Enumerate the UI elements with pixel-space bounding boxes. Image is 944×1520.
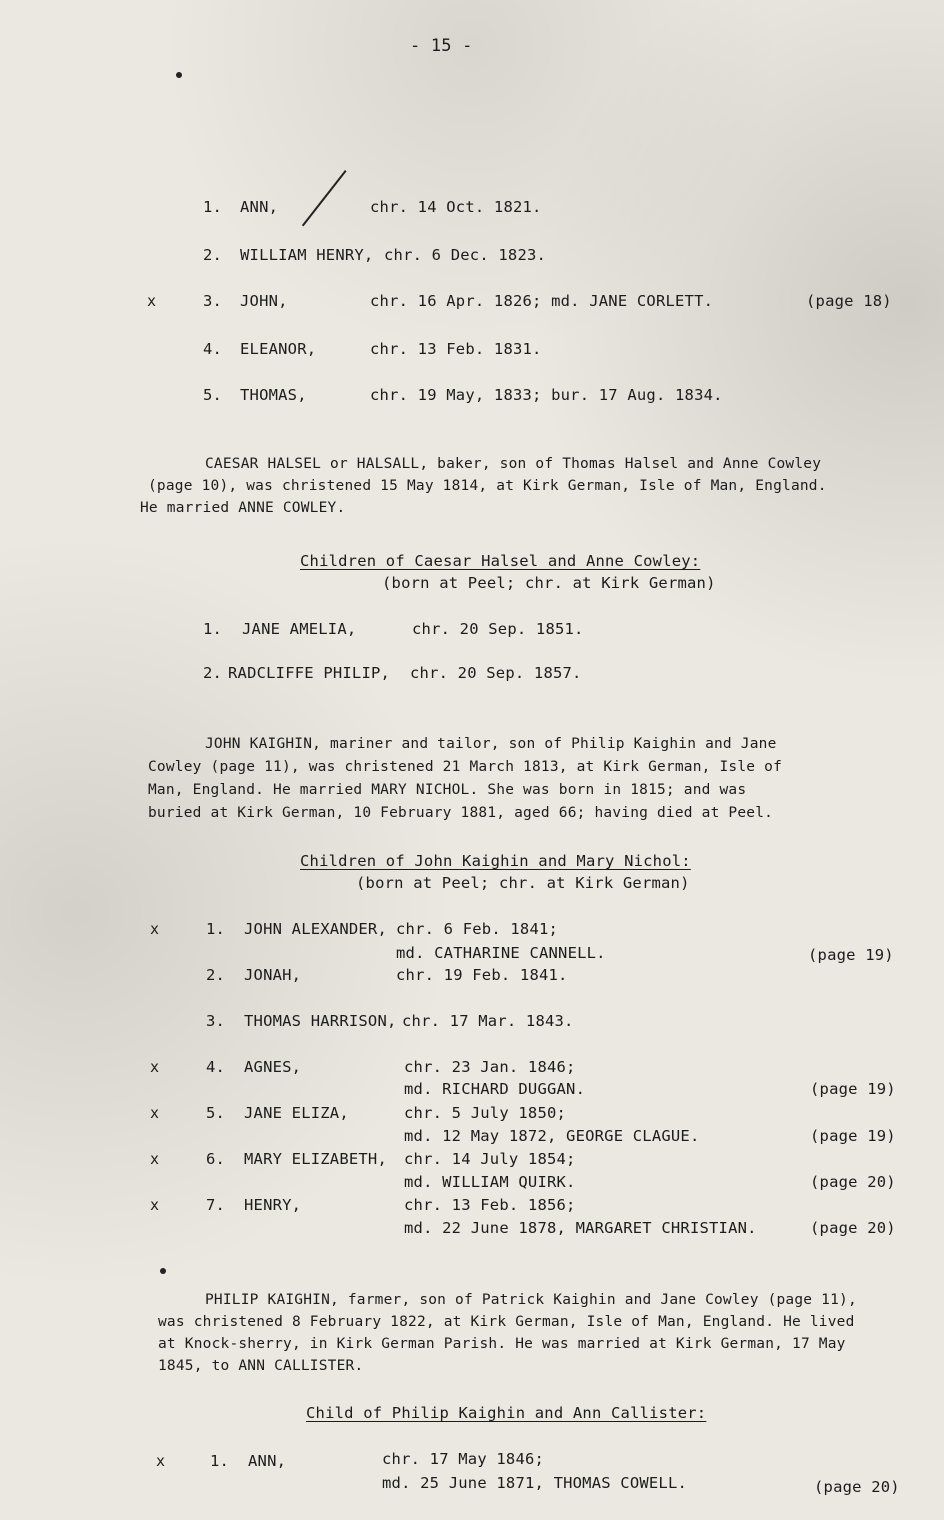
list-item-num: 5. xyxy=(203,386,223,404)
list-item-name: HENRY, xyxy=(244,1196,302,1214)
list-item-num: 1. xyxy=(206,920,226,938)
list-item-name: WILLIAM HENRY, xyxy=(240,246,374,264)
page-reference: (page 19) xyxy=(810,1127,896,1145)
list-item-detail: md. 22 June 1878, MARGARET CHRISTIAN. xyxy=(404,1219,757,1237)
list-item-detail: chr. 13 Feb. 1856; xyxy=(404,1196,576,1214)
paragraph-line: at Knock-sherry, in Kirk German Parish. He was married at Kirk German, 17 May xyxy=(158,1336,846,1352)
section-heading: Children of John Kaighin and Mary Nichol: xyxy=(300,852,691,870)
list-item-num: 2. xyxy=(206,966,226,984)
section-subheading: (born at Peel; chr. at Kirk German) xyxy=(356,874,690,892)
list-item-detail: md. 12 May 1872, GEORGE CLAGUE. xyxy=(404,1127,700,1145)
list-item-num: 3. xyxy=(203,292,223,310)
list-item-num: 1. xyxy=(210,1452,230,1470)
list-item-name: JOHN ALEXANDER, xyxy=(244,920,387,938)
list-item-detail: chr. 19 Feb. 1841. xyxy=(396,966,568,984)
paragraph-line: 1845, to ANN CALLISTER. xyxy=(158,1358,364,1374)
list-item-name: JONAH, xyxy=(244,966,302,984)
list-item-detail: chr. 16 Apr. 1826; md. JANE CORLETT. xyxy=(370,292,714,310)
list-item-detail: chr. 17 May 1846; xyxy=(382,1450,545,1468)
list-item-detail: md. RICHARD DUGGAN. xyxy=(404,1080,586,1098)
list-item-name: THOMAS HARRISON, xyxy=(244,1012,397,1030)
paragraph-line: JOHN KAIGHIN, mariner and tailor, son of Philip Kaighin and Jane xyxy=(205,736,777,752)
paragraph-line: CAESAR HALSEL or HALSALL, baker, son of Thomas Halsel and Anne Cowley xyxy=(205,456,822,472)
list-item-detail: chr. 23 Jan. 1846; xyxy=(404,1058,576,1076)
list-item-detail: chr. 14 Oct. 1821. xyxy=(370,198,542,216)
list-item-num: 4. xyxy=(203,340,223,358)
paragraph-line: (page 10), was christened 15 May 1814, at Kirk German, Isle of Man, England. xyxy=(148,478,827,494)
list-item-detail: chr. 20 Sep. 1857. xyxy=(410,664,582,682)
x-mark: x xyxy=(156,1452,166,1470)
list-item-detail: md. 25 June 1871, THOMAS COWELL. xyxy=(382,1474,688,1492)
x-mark: x xyxy=(150,920,160,938)
paragraph-line: He married ANNE COWLEY. xyxy=(140,500,346,516)
page-reference: (page 18) xyxy=(806,292,892,310)
list-item-name: RADCLIFFE PHILIP, xyxy=(228,664,391,682)
paragraph-line: PHILIP KAIGHIN, farmer, son of Patrick Kaighin and Jane Cowley (page 11), xyxy=(205,1292,857,1308)
list-item-detail: chr. 17 Mar. 1843. xyxy=(402,1012,574,1030)
list-item-name: MARY ELIZABETH, xyxy=(244,1150,387,1168)
list-item-detail: chr. 20 Sep. 1851. xyxy=(412,620,584,638)
paragraph-line: buried at Kirk German, 10 February 1881, aged 66; having died at Peel. xyxy=(148,805,774,821)
list-item-detail: chr. 5 July 1850; xyxy=(404,1104,567,1122)
list-item-num: 3. xyxy=(206,1012,226,1030)
list-item-num: 4. xyxy=(206,1058,226,1076)
paragraph-line: was christened 8 February 1822, at Kirk German, Isle of Man, England. He lived xyxy=(158,1314,855,1330)
list-item-name: JOHN, xyxy=(240,292,288,310)
list-item-detail: chr. 6 Dec. 1823. xyxy=(384,246,547,264)
list-item-num: 1. xyxy=(203,198,223,216)
list-item-name: ELEANOR, xyxy=(240,340,317,358)
page-reference: (page 20) xyxy=(814,1478,900,1496)
ink-dot xyxy=(176,72,182,78)
page-reference: (page 20) xyxy=(810,1173,896,1191)
x-mark: x xyxy=(150,1196,160,1214)
x-mark: x xyxy=(150,1058,160,1076)
section-subheading: (born at Peel; chr. at Kirk German) xyxy=(382,574,716,592)
list-item-detail: chr. 19 May, 1833; bur. 17 Aug. 1834. xyxy=(370,386,723,404)
list-item-num: 1. xyxy=(203,620,223,638)
section-heading: Child of Philip Kaighin and Ann Callister: xyxy=(306,1404,707,1422)
list-item-detail: chr. 6 Feb. 1841; xyxy=(396,920,559,938)
page-reference: (page 19) xyxy=(810,1080,896,1098)
list-item-name: ANN, xyxy=(240,198,279,216)
pencil-slash-mark xyxy=(302,170,347,226)
x-mark: x xyxy=(150,1104,160,1122)
list-item-num: 2. xyxy=(203,664,223,682)
paragraph-line: Man, England. He married MARY NICHOL. She was born in 1815; and was xyxy=(148,782,747,798)
list-item-name: ANN, xyxy=(248,1452,287,1470)
ink-dot xyxy=(160,1268,166,1274)
x-mark: x xyxy=(150,1150,160,1168)
list-item-name: JANE AMELIA, xyxy=(242,620,357,638)
list-item-detail: chr. 14 July 1854; xyxy=(404,1150,576,1168)
list-item-num: 6. xyxy=(206,1150,226,1168)
list-item-num: 7. xyxy=(206,1196,226,1214)
list-item-detail: chr. 13 Feb. 1831. xyxy=(370,340,542,358)
list-item-name: AGNES, xyxy=(244,1058,302,1076)
list-item-name: JANE ELIZA, xyxy=(244,1104,349,1122)
list-item-name: THOMAS, xyxy=(240,386,307,404)
page-reference: (page 19) xyxy=(808,946,894,964)
x-mark: x xyxy=(147,292,157,310)
paragraph-line: Cowley (page 11), was christened 21 March 1813, at Kirk German, Isle of xyxy=(148,759,783,775)
section-heading: Children of Caesar Halsel and Anne Cowley: xyxy=(300,552,701,570)
list-item-num: 5. xyxy=(206,1104,226,1122)
page-number: - 15 - xyxy=(410,36,473,56)
list-item-num: 2. xyxy=(203,246,223,264)
list-item-detail: md. CATHARINE CANNELL. xyxy=(396,944,606,962)
page-reference: (page 20) xyxy=(810,1219,896,1237)
list-item-detail: md. WILLIAM QUIRK. xyxy=(404,1173,576,1191)
